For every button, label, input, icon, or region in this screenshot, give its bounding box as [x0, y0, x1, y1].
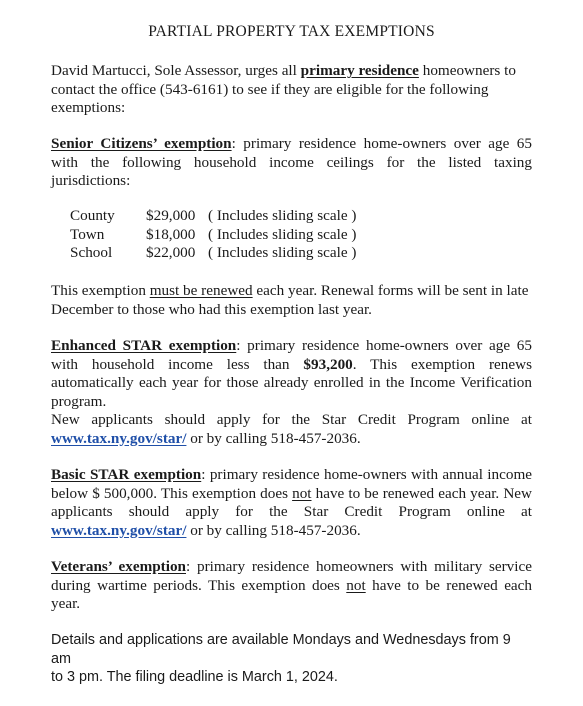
- renewal-text-2: each year. Renewal forms will be sent in late December to those who had this exemption last year.: [51, 282, 529, 318]
- enhanced-star-heading: Enhanced STAR exemption: [51, 337, 237, 354]
- veterans-not-emphasis: not: [346, 576, 366, 594]
- enhanced-text-1: : primary residence home-owners over age 65 with household income less than: [51, 337, 532, 373]
- basic-text-2: have to be renewed each year. New applicants should apply for the Star Credit Program online at: [51, 484, 532, 521]
- enhanced-apply-paragraph: [51, 411, 532, 448]
- details-line-2: to 3 pm. The filing deadline is March 1, 2024.: [51, 669, 338, 686]
- ceiling-note: ( Includes sliding scale ): [208, 207, 357, 224]
- senior-text: : primary residence home-owners over age 65 with the following household income ceilings for the listed taxing jurisdictions:: [51, 135, 532, 190]
- enhanced-income-limit: $93,200: [303, 355, 353, 373]
- basic-phone-text: or by calling 518-457-2036.: [186, 521, 361, 539]
- intro-text-1: David Martucci, Sole Assessor, urges all: [51, 62, 297, 79]
- basic-text-1: : primary residence home-owners with annual income below $ 500,000. This exemption does: [51, 466, 532, 502]
- veterans-text-2: have to be renewed each year.: [51, 576, 533, 613]
- enhanced-star-link[interactable]: www.tax.ny.gov/star/: [51, 429, 187, 447]
- veterans-paragraph: [51, 558, 532, 614]
- basic-star-paragraph: [51, 466, 532, 540]
- enhanced-phone-text: or by calling 518-457-2036.: [186, 429, 361, 447]
- details-line-1: Details and applications are available Mondays and Wednesdays from 9 am: [51, 632, 511, 667]
- senior-income-table: [70, 207, 356, 263]
- basic-star-heading: Basic STAR exemption: [51, 466, 202, 483]
- income-ceiling: $22,000: [146, 244, 196, 262]
- enhanced-text-2: . This exemption renews automatically each year for those already enrolled in the Income Verification program.: [51, 355, 532, 410]
- veterans-text-1: : primary residence homeowners with military service during wartime periods. This exemption does: [51, 558, 532, 594]
- income-ceiling: $29,000: [146, 207, 196, 224]
- page-title: PARTIAL PROPERTY TAX EXEMPTIONS: [148, 23, 435, 40]
- details-paragraph: [51, 631, 532, 687]
- jurisdiction-name: School: [70, 244, 113, 262]
- intro-text-2: homeowners to contact the office (543-6161) to see if they are eligible for the following exemptions:: [51, 62, 516, 117]
- senior-heading: Senior Citizens’ exemption: [51, 135, 232, 152]
- table-row: [70, 244, 356, 263]
- intro-emphasis: primary residence: [300, 62, 419, 79]
- ceiling-note: ( Includes sliding scale ): [208, 225, 357, 243]
- renewal-emphasis: must be renewed: [149, 282, 253, 299]
- enhanced-star-paragraph: [51, 337, 532, 411]
- table-row: [70, 207, 356, 226]
- table-row: [70, 226, 356, 245]
- renewal-text-1: This exemption: [51, 282, 146, 299]
- enhanced-apply-text: New applicants should apply for the Star Credit Program online at: [51, 411, 532, 428]
- veterans-heading: Veterans’ exemption: [51, 558, 186, 575]
- senior-paragraph: [51, 135, 532, 191]
- intro-paragraph: [51, 62, 532, 118]
- income-ceiling: $18,000: [146, 225, 196, 243]
- basic-not-emphasis: not: [292, 484, 312, 502]
- jurisdiction-name: Town: [70, 225, 105, 243]
- basic-star-link[interactable]: www.tax.ny.gov/star/: [51, 521, 187, 539]
- ceiling-note: ( Includes sliding scale ): [208, 244, 357, 262]
- senior-renewal-paragraph: [51, 282, 532, 319]
- jurisdiction-name: County: [70, 207, 115, 224]
